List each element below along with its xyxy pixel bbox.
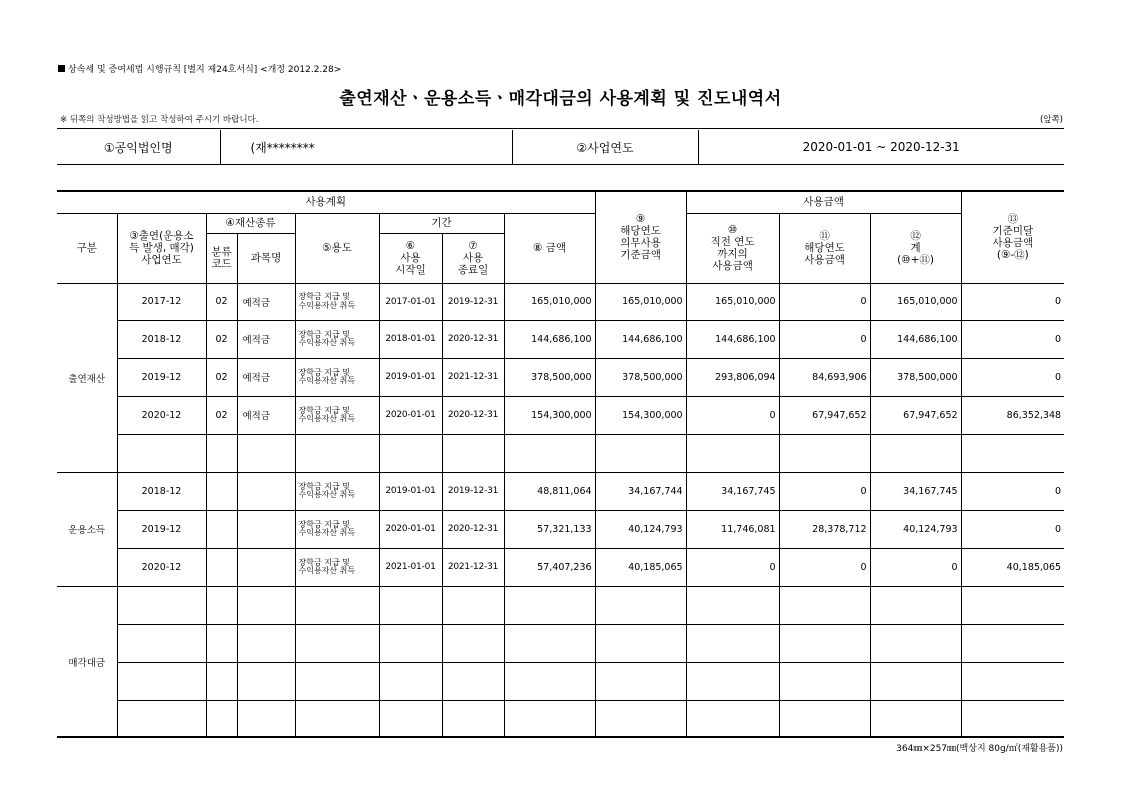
header-row-1	[57, 191, 1064, 213]
purpose-line-2: 수익용자산 취득	[298, 566, 356, 575]
business-year-label: ②사업연도	[512, 130, 698, 165]
purpose-line-2: 수익용자산 취득	[298, 300, 356, 310]
purpose-line-1: 장학금 지급 및	[298, 519, 350, 529]
cell-item	[237, 510, 295, 548]
cell-purpose	[295, 510, 379, 548]
cell-item: 예적금	[237, 320, 295, 358]
page-side-label: (앞쪽)	[1039, 115, 1063, 125]
cell-purpose	[295, 283, 379, 320]
standard-amount-header: ⑨ 해당연도 의무사용 기준금액	[595, 191, 686, 283]
table-row	[57, 510, 1064, 548]
cell-start-date: 2019-01-01	[379, 358, 442, 396]
table-row-empty	[57, 434, 1064, 472]
cell-unused: 40,185,065	[961, 548, 1064, 586]
cell-unused: 0	[961, 358, 1064, 396]
cell-amount: 57,321,133	[504, 510, 595, 548]
cell-start-date: 2018-01-01	[379, 320, 442, 358]
table-row	[57, 548, 1064, 586]
cell-current: 67,947,652	[779, 396, 870, 434]
cell-code: 02	[206, 320, 237, 358]
cell-end-date: 2019-12-31	[442, 283, 504, 320]
cell-amount: 48,811,064	[504, 472, 595, 510]
form-number-text: 상속세 및 증여세법 시행규칙 [별지 제24호서식] <개정 2012.2.28>	[68, 65, 342, 75]
section-label-operating-income: 운용소득	[57, 472, 117, 586]
cell-code	[206, 472, 237, 510]
plan-group-header: 사용계획	[57, 191, 595, 213]
org-name-label: ①공익법인명	[57, 130, 220, 165]
purpose-line-2: 수익용자산 취득	[298, 490, 356, 499]
cell-year: 2019-12	[117, 510, 206, 548]
cell-year: 2020-12	[117, 396, 206, 434]
cell-start-date: 2021-01-01	[379, 548, 442, 586]
cell-purpose	[295, 472, 379, 510]
cell-total: 144,686,100	[870, 320, 961, 358]
info-table	[57, 130, 1064, 165]
cell-standard: 154,300,000	[595, 396, 686, 434]
cell-unused: 0	[961, 320, 1064, 358]
used-group-header: 사용금액	[686, 191, 961, 213]
category-header: 구분	[57, 213, 117, 283]
org-name-value: (재********	[220, 130, 512, 165]
purpose-line-1: 장학금 지급 및	[298, 481, 350, 491]
cell-unused: 0	[961, 510, 1064, 548]
cell-code: 02	[206, 396, 237, 434]
cell-amount: 57,407,236	[504, 548, 595, 586]
purpose-line-2: 수익용자산 취득	[298, 528, 356, 537]
cell-standard: 165,010,000	[595, 283, 686, 320]
cell-prior: 165,010,000	[686, 283, 779, 320]
cell-end-date: 2020-12-31	[442, 396, 504, 434]
section-label-contributed: 출연재산	[57, 283, 117, 472]
asset-type-header: ④재산종류	[206, 213, 295, 233]
cell-amount: 144,686,100	[504, 320, 595, 358]
table-row	[57, 396, 1064, 434]
cell-start-date: 2020-01-01	[379, 396, 442, 434]
cell-purpose	[295, 358, 379, 396]
cell-prior: 11,746,081	[686, 510, 779, 548]
purpose-line-2: 수익용자산 취득	[298, 414, 356, 423]
square-bullet-icon	[58, 65, 65, 72]
purpose-line-2: 수익용자산 취득	[298, 338, 356, 347]
cell-total: 40,124,793	[870, 510, 961, 548]
amount-header: ⑧ 금액	[504, 213, 595, 283]
cell-prior: 144,686,100	[686, 320, 779, 358]
cell-standard: 40,124,793	[595, 510, 686, 548]
cell-prior: 0	[686, 548, 779, 586]
cell-end-date: 2021-12-31	[442, 358, 504, 396]
cell-end-date: 2020-12-31	[442, 320, 504, 358]
cell-item: 예적금	[237, 283, 295, 320]
purpose-line-1: 장학금 지급 및	[298, 405, 350, 415]
purpose-line-1: 장학금 지급 및	[298, 557, 350, 567]
cell-year: 2019-12	[117, 358, 206, 396]
current-used-header: ⑪ 해당연도 사용금액	[779, 213, 870, 283]
table-row-empty	[57, 586, 1064, 624]
paper-spec: 364㎜×257㎜(백상지 80g/㎡(재활용품))	[896, 744, 1063, 754]
cell-standard: 40,185,065	[595, 548, 686, 586]
cell-amount: 154,300,000	[504, 396, 595, 434]
cell-code	[206, 510, 237, 548]
cell-item: 예적금	[237, 396, 295, 434]
cell-item: 예적금	[237, 358, 295, 396]
cell-purpose	[295, 396, 379, 434]
cell-total: 0	[870, 548, 961, 586]
cell-end-date: 2020-12-31	[442, 510, 504, 548]
cell-current: 0	[779, 472, 870, 510]
cell-item	[237, 548, 295, 586]
cell-current: 0	[779, 283, 870, 320]
table-row	[57, 320, 1064, 358]
cell-current: 28,378,712	[779, 510, 870, 548]
unused-amount-header: ⑬ 기준미달 사용금액 (⑨-⑫)	[961, 191, 1064, 283]
table-row-empty	[57, 662, 1064, 700]
total-used-header: ⑫ 계 (⑩+⑪)	[870, 213, 961, 283]
cell-start-date: 2017-01-01	[379, 283, 442, 320]
cell-total: 165,010,000	[870, 283, 961, 320]
cell-current: 0	[779, 548, 870, 586]
cell-unused: 0	[961, 283, 1064, 320]
header-row-2	[57, 213, 1064, 233]
purpose-header: ⑤용도	[295, 213, 379, 283]
cell-end-date: 2019-12-31	[442, 472, 504, 510]
cell-unused: 86,352,348	[961, 396, 1064, 434]
purpose-line-1: 장학금 지급 및	[298, 292, 350, 302]
purpose-line-2: 수익용자산 취득	[298, 376, 356, 385]
instruction-note: ※ 뒤쪽의 작성방법을 읽고 작성하여 주시기 바랍니다.	[60, 115, 259, 125]
cell-start-date: 2020-01-01	[379, 510, 442, 548]
cell-code: 02	[206, 283, 237, 320]
cell-current: 84,693,906	[779, 358, 870, 396]
cell-standard: 378,500,000	[595, 358, 686, 396]
table-row	[57, 358, 1064, 396]
table-row-empty	[57, 700, 1064, 737]
cell-prior: 0	[686, 396, 779, 434]
table-row	[57, 472, 1064, 510]
cell-start-date: 2019-01-01	[379, 472, 442, 510]
code-header: 분류 코드	[206, 233, 237, 283]
cell-code: 02	[206, 358, 237, 396]
end-date-header: ⑦ 사용 종료일	[442, 233, 504, 283]
cell-total: 378,500,000	[870, 358, 961, 396]
business-year-value: 2020-01-01 ~ 2020-12-31	[698, 130, 1064, 165]
purpose-line-1: 장학금 지급 및	[298, 367, 350, 377]
section-label-sale-proceeds: 매각대금	[57, 586, 117, 737]
period-header: 기간	[379, 213, 504, 233]
item-header: 과목명	[237, 233, 295, 283]
start-date-header: ⑥ 사용 시작일	[379, 233, 442, 283]
cell-item	[237, 472, 295, 510]
cell-year: 2020-12	[117, 548, 206, 586]
cell-amount: 378,500,000	[504, 358, 595, 396]
cell-prior: 34,167,745	[686, 472, 779, 510]
document-title: 출연재산ㆍ운용소득ㆍ매각대금의 사용계획 및 진도내역서	[339, 89, 782, 109]
prior-used-header: ⑩ 직전 연도 까지의 사용금액	[686, 213, 779, 283]
cell-purpose	[295, 320, 379, 358]
cell-purpose	[295, 548, 379, 586]
table-row-empty	[57, 624, 1064, 662]
cell-year: 2018-12	[117, 320, 206, 358]
cell-standard: 34,167,744	[595, 472, 686, 510]
cell-code	[206, 548, 237, 586]
cell-year: 2017-12	[117, 283, 206, 320]
purpose-line-1: 장학금 지급 및	[298, 329, 350, 339]
cell-year: 2018-12	[117, 472, 206, 510]
table-bottom-rule	[57, 736, 1064, 738]
cell-total: 34,167,745	[870, 472, 961, 510]
header-divider	[57, 128, 1064, 129]
form-number	[58, 62, 341, 75]
cell-end-date: 2021-12-31	[442, 548, 504, 586]
cell-total: 67,947,652	[870, 396, 961, 434]
table-row	[57, 283, 1064, 320]
cell-standard: 144,686,100	[595, 320, 686, 358]
cell-unused: 0	[961, 472, 1064, 510]
cell-current: 0	[779, 320, 870, 358]
cell-prior: 293,806,094	[686, 358, 779, 396]
usage-plan-table	[57, 190, 1064, 738]
cell-amount: 165,010,000	[504, 283, 595, 320]
year-header: ③출연(운용소 득 발생, 매각) 사업연도	[117, 213, 206, 283]
